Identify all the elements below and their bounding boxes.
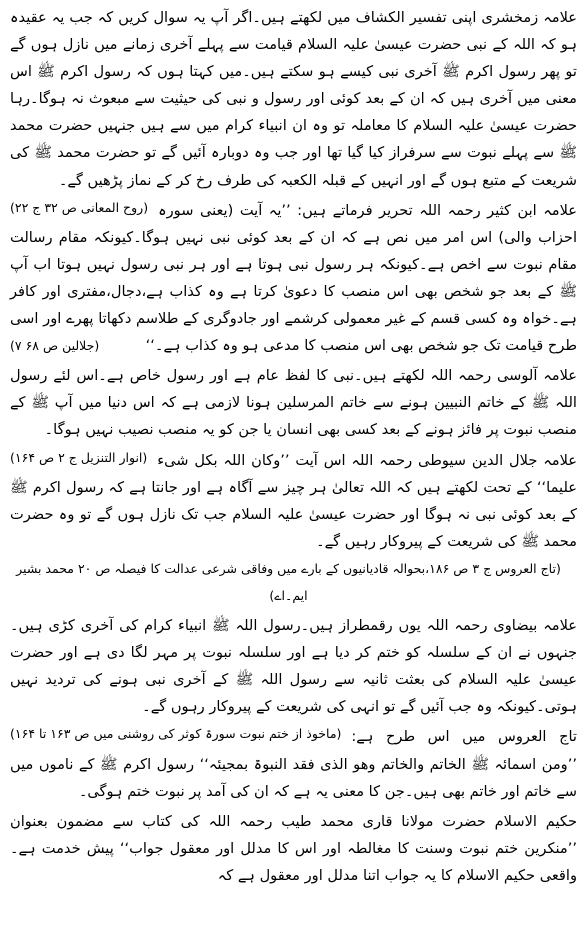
paragraph-hakim-ul-islam <box>10 808 577 889</box>
text-column <box>10 4 577 889</box>
paragraph-text: علامہ جلال الدین سیوطی رحمہ اللہ اس آیت ’’وکان اللہ بکل شیء علیما‘‘ کے تحت لکھتے ہیں کہ اللہ تعالیٰ ہر چیز سے آگاہ ہے اور جانتا ہے کہ رسول اکرم ﷺ کے بعد کوئی نبی نہ ہوگا اور حضرت عیسیٰ علیہ السلام جب تک نازل ہوں گے تو وہ حضرت محمد ﷺ کی شریعت کے پیروکار رہیں گے۔ <box>10 451 577 550</box>
citation: (روح المعانی ص ۳۲ ج ۲۲) <box>10 199 149 215</box>
paragraph-text: علامہ آلوسی رحمہ اللہ لکھتے ہیں۔نبی کا لفظ عام ہے اور رسول خاص ہے۔اس لئے رسول اللہ ﷺ کے خاتم النبیین ہونے سے خاتم المرسلین ہونا لازمی ہے کہ اس دنیا میں آپ ﷺ کے منصب نبوت پر فائز ہونے کے بعد کسی بھی انسان یا جن کو یہ منصب نصیب نہیں ہوگا۔ <box>10 367 577 439</box>
paragraph-text: علامہ ابن کثیر رحمہ اللہ تحریر فرماتے ہیں: ’’یہ آیت (یعنی سورہ احزاب والی) اس امر میں نص ہے کہ ان کے بعد کوئی نبی نہیں ہوگا۔کیونکہ مقام رسالت مقام نبوت سے اخص ہے۔کیونکہ ہر رسول نبی ہوتا ہے اور ہر نبی رسول نہیں ہوتا اب آپ ﷺ کے بعد جو شخص بھی اس منصب کا دعویٰ کرتا ہے وہ کذاب ہے،دجال،مفتری اور کافر ہے۔خواہ وہ کسی قسم کے غیر معمولی کرشمے اور جادوگری کے طلاسم دکھاتا پھرے اور اسی طرح قیامت تک جو شخص بھی اس منصب کا مدعی ہو وہ کذاب ہے۔‘‘ <box>10 201 577 355</box>
paragraph-alusi <box>10 362 577 465</box>
paragraph-text: علامہ بیضاوی رحمہ اللہ یوں رقمطراز ہیں۔رسول اللہ ﷺ انبیاء کرام کی آخری کڑی ہیں۔جنہوں نے ان کے سلسلہ کو ختم کر دیا ہے اور سلسلہ نبوت پر مہر لگا دی ہے اور حضرت عیسیٰ علیہ السلام کی بعثت ثانیہ سے رسول اللہ ﷺ کے آخری نبی ہونے کی تردید نہیں ہوتی۔کیونکہ وہ جب آئیں گے تو انہی کی شریعت کے پیروکار رہوں گے۔ <box>10 617 577 716</box>
paragraph-ibn-kathir <box>10 197 577 360</box>
citation: (جلالین ص ۶۸ ۷) <box>10 338 100 354</box>
paragraph-text: علامہ زمخشری اپنی تفسیر الکشاف میں لکھتے ہیں۔اگر آپ یہ سوال کریں کہ جب یہ عقیدہ ہو کہ اللہ کے نبی حضرت عیسیٰ علیہ السلام قیامت سے پہلے آخری زمانے میں نازل ہوں گے تو پھر رسول اکرم ﷺ آخری نبی کیسے ہو سکتے ہیں۔میں کہتا ہوں کہ رسول اکرم ﷺ اس معنی میں آخری ہیں کہ ان کے بعد کوئی اور رسول و نبی کی حیثیت سے مبعوث نہ ہوگا۔رہا حضرت عیسیٰ علیہ السلام کا معاملہ تو وہ ان انبیاء کرام میں سے ہیں جنہیں حضرت محمد ﷺ سے پہلے نبوت سے سرفراز کیا گیا تھا اور جب وہ دوبارہ آئیں گے تو حضرت محمد ﷺ کی شریعت کے متبع ہوں گے اور انہیں کے قبلہ الکعبہ کی طرف رخ کر کے نماز پڑھیں گے۔ <box>10 9 577 189</box>
citation: (تاج العروس ج ۳ ص ۱۸۶،بحوالہ قادیانیوں کے بارے میں وفاقی شرعی عدالت کا فیصلہ ص ۲۰ محمد بشیر ایم۔اے) <box>16 560 561 603</box>
citation-line <box>10 555 577 609</box>
paragraph-text: تاج العروس میں اس طرح ہے: ’’ومن اسمائہ ﷺ الخاتم والخاتم وھو الذی فقد النبوۃ بمجیئہ‘‘ رسول اکرم ﷺ کے ناموں میں سے خاتم اور خاتم بھی ہیں۔جن کا معنی یہ ہے کہ ان کی آمد پر نبوت ختم ہوگی۔ <box>10 728 577 800</box>
citation: (انوار التنزیل ج ۲ ص ۱۶۴) <box>10 449 148 465</box>
citation: (ماخوذ از ختم نبوت سورۃ کوثر کی روشنی میں ص ۱۶۳ تا ۱۶۴) <box>10 726 342 742</box>
paragraph-text: حکیم الاسلام حضرت مولانا قاری محمد طیب رحمہ اللہ کی کتاب سے مضمون بعنوان ’’منکرین ختم نبوت وسنت کا مغالطہ اور اس کا مدلل اور معقول جواب‘‘ پیش خدمت ہے۔واقعی حکیم الاسلام کا یہ جواب اتنا مدلل اور معقول ہے کہ <box>10 812 577 884</box>
paragraph-baydawi <box>10 612 577 742</box>
paragraph-zamakhshari <box>10 4 577 215</box>
